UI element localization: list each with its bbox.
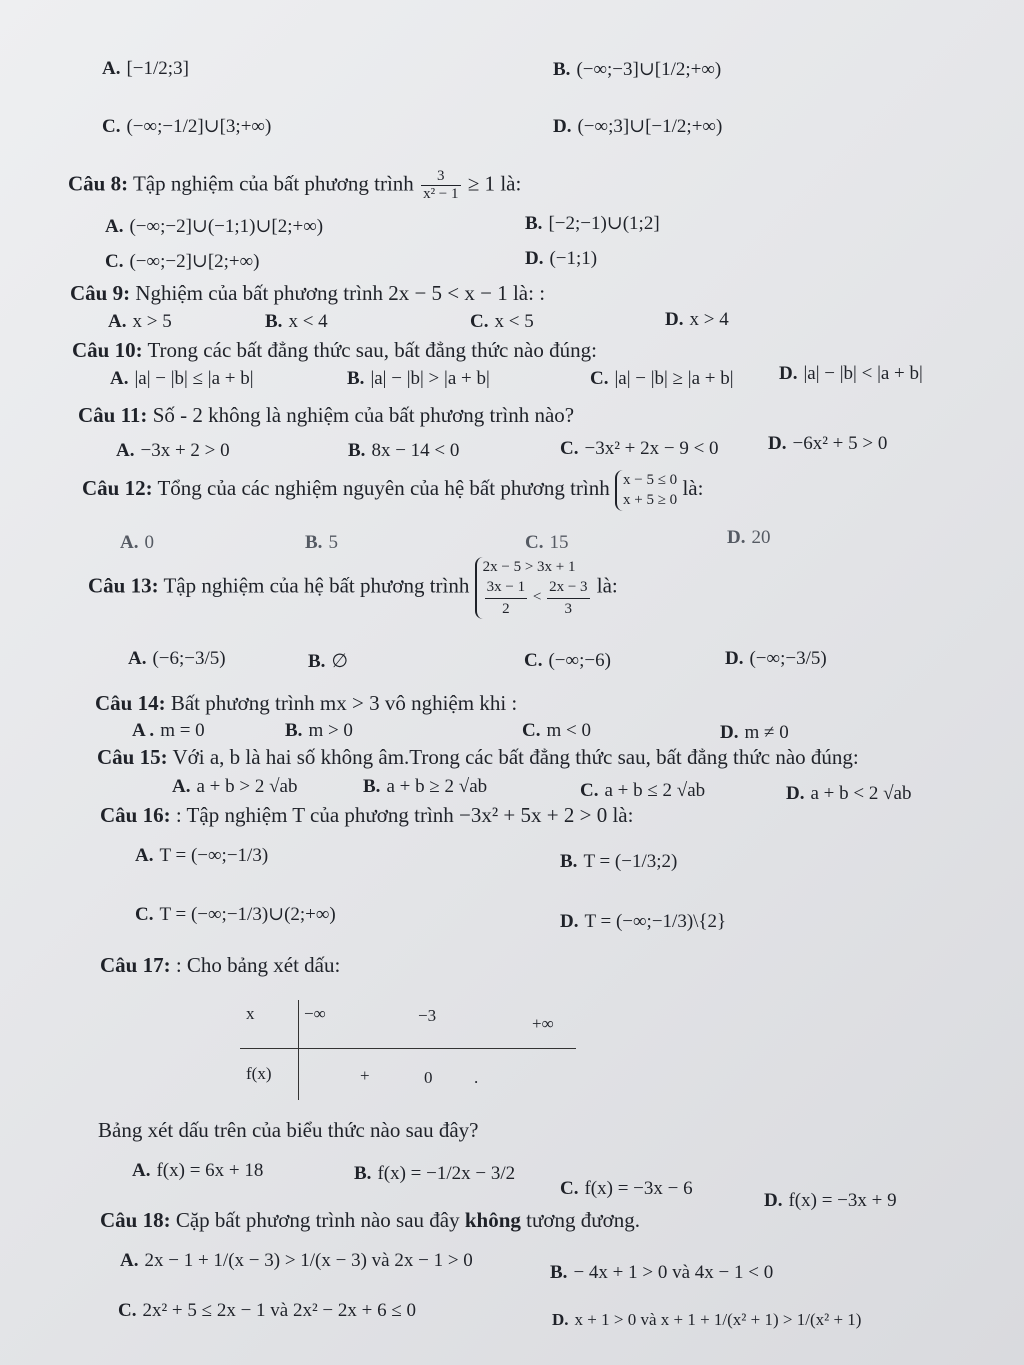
table-x-header: x	[246, 1004, 255, 1023]
q13-system: 2x − 5 > 3x + 1 $\frac{3x - 1}{2}$ < $\frac{2x - 3}{3}$	[475, 557, 592, 619]
q16-option-a[interactable]: A. T = (−∞;−1/3)	[135, 845, 269, 866]
q17-question: Câu 17: : Cho bảng xét dấu:	[100, 953, 341, 977]
q7-option-c[interactable]: C. (−∞;−1/2]∪[3;+∞)	[102, 116, 272, 137]
q9-option-c[interactable]: C. x < 5	[470, 311, 534, 332]
q8-option-c[interactable]: C. (−∞;−2]∪[2;+∞)	[105, 251, 260, 272]
q18-option-b[interactable]: B. − 4x + 1 > 0 và 4x − 1 < 0	[550, 1262, 774, 1283]
q12-system: x − 5 ≤ 0 x + 5 ≥ 0	[615, 470, 677, 511]
table-plus-infinity: +∞	[532, 1014, 554, 1033]
q17-prompt: Bảng xét dấu trên của biểu thức nào sau đây?	[98, 1118, 479, 1142]
q14-option-b[interactable]: B. m > 0	[285, 720, 353, 741]
q12-option-d[interactable]: D. 20	[727, 527, 771, 548]
q10-option-b[interactable]: B. |a| − |b| > |a + b|	[347, 368, 490, 389]
q17-option-b[interactable]: B. f(x) = −1/2x − 3/2	[354, 1163, 516, 1184]
q12-option-b[interactable]: B. 5	[305, 532, 338, 553]
q12-option-c[interactable]: C. 15	[525, 532, 569, 553]
q15-question: Câu 15: Với a, b là hai số không âm.Trong các bất đẳng thức sau, bất đẳng thức nào đúng:	[97, 745, 859, 769]
q11-option-a[interactable]: A. −3x + 2 > 0	[116, 440, 230, 461]
q9-option-a[interactable]: A. x > 5	[108, 311, 172, 332]
q18-option-c[interactable]: C. 2x² + 5 ≤ 2x − 1 và 2x² − 2x + 6 ≤ 0	[118, 1300, 417, 1321]
q12-option-a[interactable]: A. 0	[120, 532, 154, 553]
q13-option-c[interactable]: C. (−∞;−6)	[524, 650, 611, 671]
q7-option-a[interactable]: A. [−1/2;3]	[102, 58, 189, 79]
q14-option-a[interactable]: A . m = 0	[132, 720, 205, 741]
q14-option-d[interactable]: D. m ≠ 0	[720, 722, 789, 743]
q18-question: Câu 18: Cặp bất phương trình nào sau đây không tương đương.	[100, 1208, 640, 1232]
q15-option-d[interactable]: D. a + b < 2 √ab	[786, 783, 912, 804]
q10-option-a[interactable]: A. |a| − |b| ≤ |a + b|	[110, 368, 254, 389]
q18-option-d[interactable]: D. x + 1 > 0 và x + 1 + 1/(x² + 1) > 1/(x² + 1)	[552, 1310, 862, 1329]
q7-option-d[interactable]: D. (−∞;3]∪[−1/2;+∞)	[553, 116, 723, 137]
q11-question: Câu 11: Số - 2 không là nghiệm của bất phương trình nào?	[78, 403, 575, 427]
q17-option-a[interactable]: A. f(x) = 6x + 18	[132, 1160, 264, 1181]
q15-option-b[interactable]: B. a + b ≥ 2 √ab	[363, 776, 488, 797]
q16-option-d[interactable]: D. T = (−∞;−1/3)\{2}	[560, 911, 727, 932]
q16-option-b[interactable]: B. T = (−1/3;2)	[560, 851, 678, 872]
table-sign: +	[360, 1066, 370, 1085]
q9-question: Câu 9: Nghiệm của bất phương trình 2x − 5 < x − 1 là: :	[70, 281, 546, 305]
sign-table	[240, 1000, 580, 1100]
q9-option-b[interactable]: B. x < 4	[265, 311, 328, 332]
q12-question: Câu 12: Tổng của các nghiệm nguyên của hệ bất phương trình x − 5 ≤ 0 x + 5 ≥ 0 là:	[82, 470, 703, 511]
q16-question: Câu 16: : Tập nghiệm T của phương trình −3x² + 5x + 2 > 0 là:	[100, 803, 634, 827]
q17-option-c[interactable]: C. f(x) = −3x − 6	[560, 1178, 693, 1199]
table-zero: 0	[424, 1068, 433, 1087]
q10-option-c[interactable]: C. |a| − |b| ≥ |a + b|	[590, 368, 734, 389]
q13-question: Câu 13: Tập nghiệm của hệ bất phương trình 2x − 5 > 3x + 1 $\frac{3x - 1}{2}$ < $\frac{2x - 3}{3}$ là:	[88, 557, 618, 619]
q9-option-d[interactable]: D. x > 4	[665, 309, 729, 330]
q10-option-d[interactable]: D. |a| − |b| < |a + b|	[779, 363, 923, 384]
table-root: −3	[418, 1006, 437, 1025]
q16-option-c[interactable]: C. T = (−∞;−1/3)∪(2;+∞)	[135, 904, 336, 925]
q15-option-a[interactable]: A. a + b > 2 √ab	[172, 776, 298, 797]
table-minus-infinity: −∞	[304, 1004, 326, 1023]
q10-question: Câu 10: Trong các bất đẳng thức sau, bất đẳng thức nào đúng:	[72, 338, 597, 362]
q14-option-c[interactable]: C. m < 0	[522, 720, 591, 741]
q8-question: Câu 8: Tập nghiệm của bất phương trình $\frac{3}{\text{x² − 1}}$ ≥ 1 là:	[68, 168, 522, 203]
q8-option-b[interactable]: B. [−2;−1)∪(1;2]	[525, 213, 660, 234]
q14-question: Câu 14: Bất phương trình mx > 3 vô nghiệm khi :	[95, 691, 518, 715]
q11-option-d[interactable]: D. −6x² + 5 > 0	[768, 433, 888, 454]
q7-option-b[interactable]: B. (−∞;−3]∪[1/2;+∞)	[553, 59, 722, 80]
q8-option-d[interactable]: D. (−1;1)	[525, 248, 598, 269]
q13-option-b[interactable]: B. ∅	[308, 651, 348, 672]
q17-option-d[interactable]: D. f(x) = −3x + 9	[764, 1190, 897, 1211]
q8-fraction: $\frac{3}{\text{x² − 1}}$	[423, 168, 459, 203]
q11-option-b[interactable]: B. 8x − 14 < 0	[348, 440, 460, 461]
table-vertical-divider	[298, 1000, 299, 1100]
q13-option-a[interactable]: A. (−6;−3/5)	[128, 648, 226, 669]
table-fx-header: f(x)	[246, 1064, 272, 1083]
q13-option-d[interactable]: D. (−∞;−3/5)	[725, 648, 827, 669]
table-dot: .	[474, 1068, 479, 1087]
q8-option-a[interactable]: A. (−∞;−2]∪(−1;1)∪[2;+∞)	[105, 216, 324, 237]
q11-option-c[interactable]: C. −3x² + 2x − 9 < 0	[560, 438, 719, 459]
q18-option-a[interactable]: A. 2x − 1 + 1/(x − 3) > 1/(x − 3) và 2x − 1 > 0	[120, 1250, 473, 1271]
table-horizontal-divider	[240, 1048, 576, 1049]
q15-option-c[interactable]: C. a + b ≤ 2 √ab	[580, 780, 706, 801]
